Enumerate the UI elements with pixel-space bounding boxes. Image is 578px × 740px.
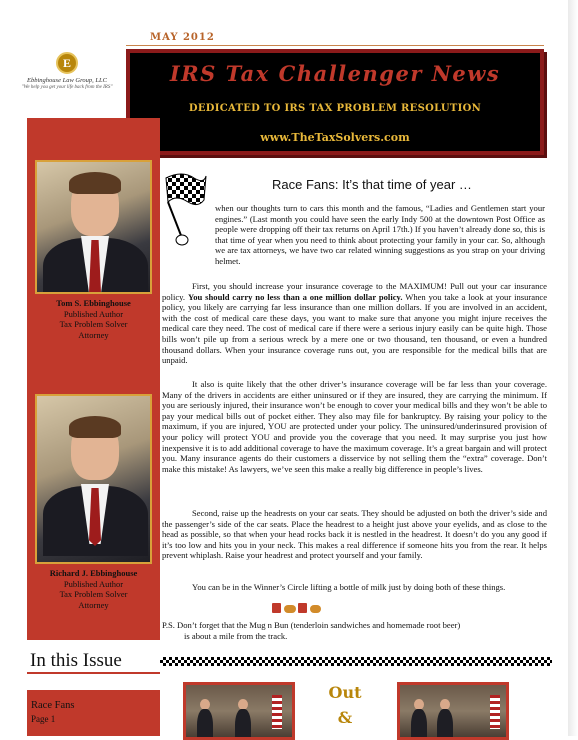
masthead bbox=[126, 49, 544, 155]
teaser-word: & bbox=[337, 708, 353, 727]
author-name: Richard J. Ebbinghouse bbox=[49, 568, 138, 578]
author-role: Tax Problem Solver bbox=[59, 319, 128, 330]
sidebar bbox=[27, 118, 160, 640]
article-paragraph: It also is quite likely that the other driver’s insurance coverage will be far less than your coverage. Many of the drivers in accidents are either uninsured or if they are insured, they are carrying the minimum. If you are seriously injured, their insurance won’t be enough to cover your medical bills and they won’t be able to pay your medical bills out of pocket either. They also may file for bankruptcy. By raising your policy to the maximum, if you are injured, YOU are protected under your policy. The uninsured/underinsured provision of your policy will protect YOU and provide you the coverage that you need. It may surprise you just how inexpensive it is to add additional coverage to have the maximum coverage. It’s a great bargain and will protect you. Many insurance agents do their customers a disservice by not selling them the “extra” coverage. Don’t make this mistake! As lawyers, we’ve seen this make a really big difference in people’s lives. bbox=[162, 379, 547, 474]
article-paragraph: when our thoughts turn to cars this month and the famous, “Ladies and Gentlemen start your engines.” (Last month you could have seen the early Indy 500 at the downtown Post Office as people were dropping off their tax returns on April 17th.) If you haven’t already done so, this is that time of year when you need to think about protecting your family in your car. So, although we are tax attorneys, we have two car related winning suggestions as you strap on your driving helmet. bbox=[215, 203, 545, 266]
author-role: Published Author bbox=[63, 308, 124, 319]
article-emphasis: You should carry no less than a one million dollar policy. bbox=[187, 291, 403, 302]
author-caption-tom bbox=[35, 298, 152, 341]
article-paragraph: First, you should increase your insurance coverage to the MAXIMUM! Pull out your car insurance policy. You should carry no less than a one million dollar policy. When you take a look at your insurance policy, you likely are carrying far less insurance than one million dollars. If you are involved in an accident, with the cost of medical care these days, you want to make sure that anyone you might injure receives the medical care they need. The cost of medical care if there were a serious injury easily can be quite high. Those bills won’t pile up from a serious wreck by a mere one or two thousand, ten thousand, or even a hundred thousand dollars. When your insurance coverage runs out, you are responsible for the medical bills that are unpaid. bbox=[162, 281, 548, 366]
toc-item[interactable]: Race Fans bbox=[31, 700, 75, 711]
newsletter-subtitle: DEDICATED TO IRS TAX PROBLEM RESOLUTION bbox=[188, 103, 482, 114]
website-link[interactable]: www.TheTaxSolvers.com bbox=[260, 131, 410, 144]
mug-and-bun-icon bbox=[270, 600, 322, 614]
newsletter-title: IRS Tax Challenger News bbox=[169, 61, 501, 86]
teaser-word: Out bbox=[328, 683, 362, 702]
author-role: Attorney bbox=[78, 329, 109, 340]
postscript-line: is about a mile from the track. bbox=[184, 630, 288, 641]
author-photo-tom bbox=[35, 160, 152, 294]
article-paragraph: Second, raise up the headrests on your car seats. They should be adjusted on both the driver’s side and the passenger’s side of the car seats. Place the headrest to a height just above your eyelids, and as close to the head as possible, so that when your head rocks back it is nestled in the headrest. It doesn’t do you any good if it’s too low and hits you in your neck. This makes a real difference if someone hits you from the rear. It helps prevent whiplash. Raise your headrest and protect yourself and your family. bbox=[162, 508, 547, 561]
author-caption-richard bbox=[35, 568, 152, 611]
firm-seal-icon: E bbox=[56, 52, 78, 74]
checkered-flag-icon bbox=[160, 170, 208, 250]
firm-tagline: "We help you get your life back from the IRS" bbox=[21, 84, 113, 90]
author-role: Published Author bbox=[63, 578, 124, 589]
in-this-issue-heading: In this Issue bbox=[30, 650, 122, 671]
toc-divider bbox=[27, 672, 160, 674]
bottom-photo-right bbox=[397, 682, 509, 740]
author-name: Tom S. Ebbinghouse bbox=[56, 298, 131, 308]
firm-name: Ebbinghouse Law Group, LLC bbox=[27, 77, 107, 84]
article-paragraph: You can be in the Winner’s Circle lifting a bottle of milk just by doing both of these things. bbox=[192, 582, 506, 592]
firm-logo bbox=[8, 52, 126, 112]
postscript bbox=[162, 620, 547, 641]
toc-box bbox=[27, 690, 160, 736]
bottom-photo-left bbox=[183, 682, 295, 740]
author-card-tom bbox=[35, 160, 152, 341]
issue-date: MAY 2012 bbox=[150, 32, 215, 43]
page-edge bbox=[568, 0, 578, 736]
author-role: Attorney bbox=[78, 599, 109, 610]
article-headline: Race Fans: It’s that time of year … bbox=[272, 177, 472, 192]
date-divider bbox=[126, 45, 544, 46]
author-card-richard bbox=[35, 394, 152, 611]
postscript-line: P.S. Don’t forget that the Mug n Bun (tenderloin sandwiches and homemade root beer) bbox=[162, 620, 461, 630]
author-photo-richard bbox=[35, 394, 152, 564]
author-role: Tax Problem Solver bbox=[59, 589, 128, 600]
toc-page: Page 1 bbox=[31, 714, 56, 724]
checkered-divider bbox=[160, 657, 552, 666]
